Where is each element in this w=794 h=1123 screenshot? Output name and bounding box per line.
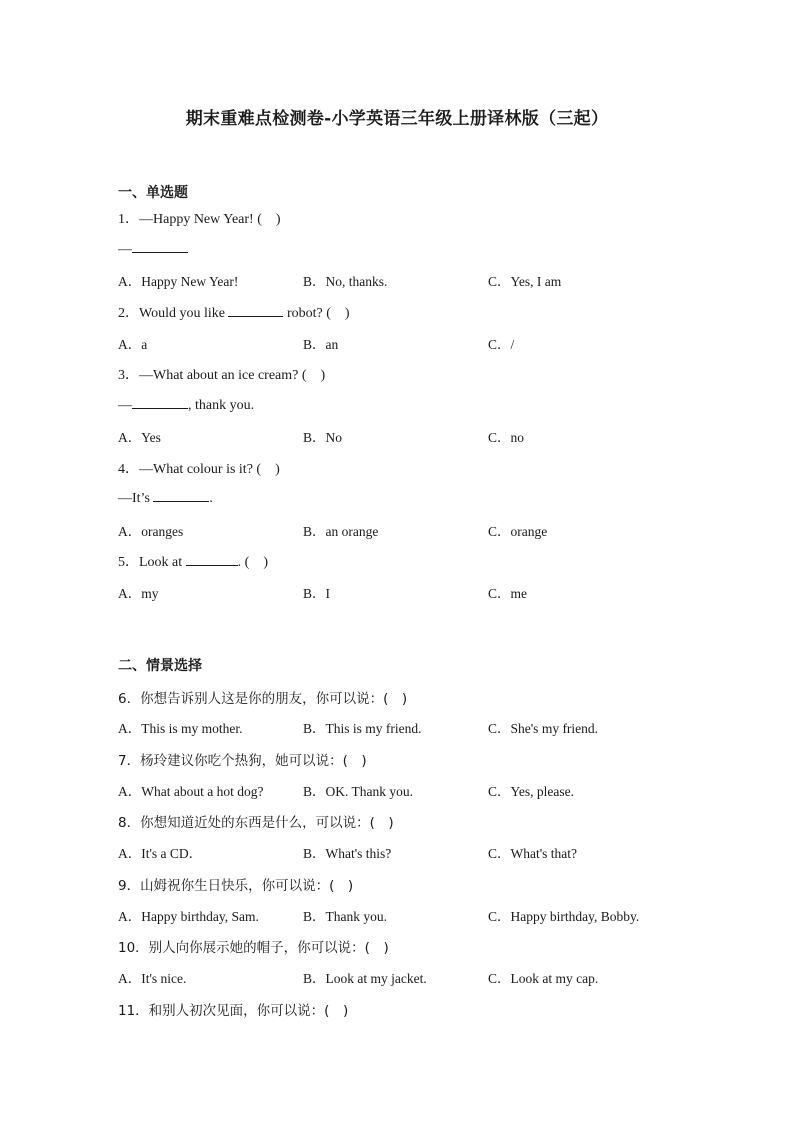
question-4-option-b[interactable]: B．an orange bbox=[303, 524, 379, 539]
question-2-stem bbox=[118, 302, 350, 322]
question-11-stem: 11．和别人初次见面，你可以说：( ) bbox=[118, 1003, 349, 1019]
question-4-stem: 4．—What colour is it? ( ) bbox=[118, 462, 280, 477]
question-3-answer-line bbox=[118, 396, 254, 414]
answer-dash: — bbox=[118, 242, 132, 257]
section-heading-single-choice: 一、单选题 bbox=[118, 185, 188, 201]
question-9-option-c[interactable]: C．Happy birthday, Bobby. bbox=[488, 909, 640, 924]
answer-blank[interactable] bbox=[132, 396, 188, 409]
question-4-option-a[interactable]: A．oranges bbox=[118, 524, 184, 539]
question-6-stem: 6．你想告诉别人这是你的朋友，你可以说：( ) bbox=[118, 691, 408, 707]
question-5-stem bbox=[118, 551, 268, 571]
question-3-option-b[interactable]: B．No bbox=[303, 430, 343, 445]
question-5-stem-post: . ( ) bbox=[237, 555, 268, 570]
question-2-stem-post: robot? ( ) bbox=[283, 306, 350, 321]
answer-blank[interactable] bbox=[132, 240, 188, 253]
answer-dash: — bbox=[118, 398, 132, 413]
question-9-option-a[interactable]: A．Happy birthday, Sam. bbox=[118, 909, 259, 924]
question-10-option-b[interactable]: B．Look at my jacket. bbox=[303, 971, 427, 986]
question-2-stem-pre: 2．Would you like bbox=[118, 306, 229, 321]
question-9-stem: 9．山姆祝你生日快乐，你可以说：( ) bbox=[118, 878, 354, 894]
question-1-answer-line bbox=[118, 240, 188, 258]
question-5-option-a[interactable]: A．my bbox=[118, 586, 159, 601]
question-6-option-a[interactable]: A．This is my mother. bbox=[118, 721, 243, 736]
question-3-option-c[interactable]: C．no bbox=[488, 430, 525, 445]
question-10-stem: 10．别人向你展示她的帽子，你可以说：( ) bbox=[118, 940, 389, 956]
question-6-option-b[interactable]: B．This is my friend. bbox=[303, 721, 422, 736]
question-3-stem: 3．—What about an ice cream? ( ) bbox=[118, 368, 326, 383]
section-heading-situational-choice: 二、情景选择 bbox=[118, 658, 202, 674]
question-5-option-b[interactable]: B．I bbox=[303, 586, 330, 601]
question-3-answer-post: , thank you. bbox=[188, 398, 255, 413]
question-4-answer-post: . bbox=[209, 491, 213, 506]
question-10-option-a[interactable]: A．It's nice. bbox=[118, 971, 187, 986]
question-2-option-a[interactable]: A．a bbox=[118, 337, 148, 352]
question-3-option-a[interactable]: A．Yes bbox=[118, 430, 161, 445]
answer-blank[interactable] bbox=[228, 304, 283, 317]
question-9-option-b[interactable]: B．Thank you. bbox=[303, 909, 387, 924]
question-5-stem-pre: 5．Look at bbox=[118, 555, 186, 570]
question-5-option-c[interactable]: C．me bbox=[488, 586, 527, 601]
question-2-option-c[interactable]: C．/ bbox=[488, 337, 515, 352]
page-title: 期末重难点检测卷-小学英语三年级上册译林版（三起） bbox=[185, 109, 609, 129]
question-7-stem: 7．杨玲建议你吃个热狗，她可以说：( ) bbox=[118, 753, 367, 769]
question-8-stem: 8．你想知道近处的东西是什么，可以说：( ) bbox=[118, 815, 394, 831]
question-7-option-c[interactable]: C．Yes, please. bbox=[488, 784, 575, 799]
question-4-answer-line bbox=[118, 489, 213, 507]
answer-blank[interactable] bbox=[186, 553, 238, 566]
answer-blank[interactable] bbox=[153, 489, 209, 502]
question-1-option-c[interactable]: C．Yes, I am bbox=[488, 274, 562, 289]
question-4-answer-pre: —It’s bbox=[118, 491, 154, 506]
question-4-option-c[interactable]: C．orange bbox=[488, 524, 548, 539]
question-10-option-c[interactable]: C．Look at my cap. bbox=[488, 971, 599, 986]
question-1-option-b[interactable]: B．No, thanks. bbox=[303, 274, 388, 289]
question-6-option-c[interactable]: C．She's my friend. bbox=[488, 721, 599, 736]
question-1-stem: 1．—Happy New Year! ( ) bbox=[118, 212, 281, 227]
question-7-option-b[interactable]: B．OK. Thank you. bbox=[303, 784, 413, 799]
question-7-option-a[interactable]: A．What about a hot dog? bbox=[118, 784, 264, 799]
question-8-option-a[interactable]: A．It's a CD． bbox=[118, 846, 203, 861]
question-2-option-b[interactable]: B．an bbox=[303, 337, 339, 352]
question-8-option-b[interactable]: B．What's this? bbox=[303, 846, 392, 861]
question-8-option-c[interactable]: C．What's that? bbox=[488, 846, 578, 861]
question-1-option-a[interactable]: A．Happy New Year! bbox=[118, 274, 239, 289]
